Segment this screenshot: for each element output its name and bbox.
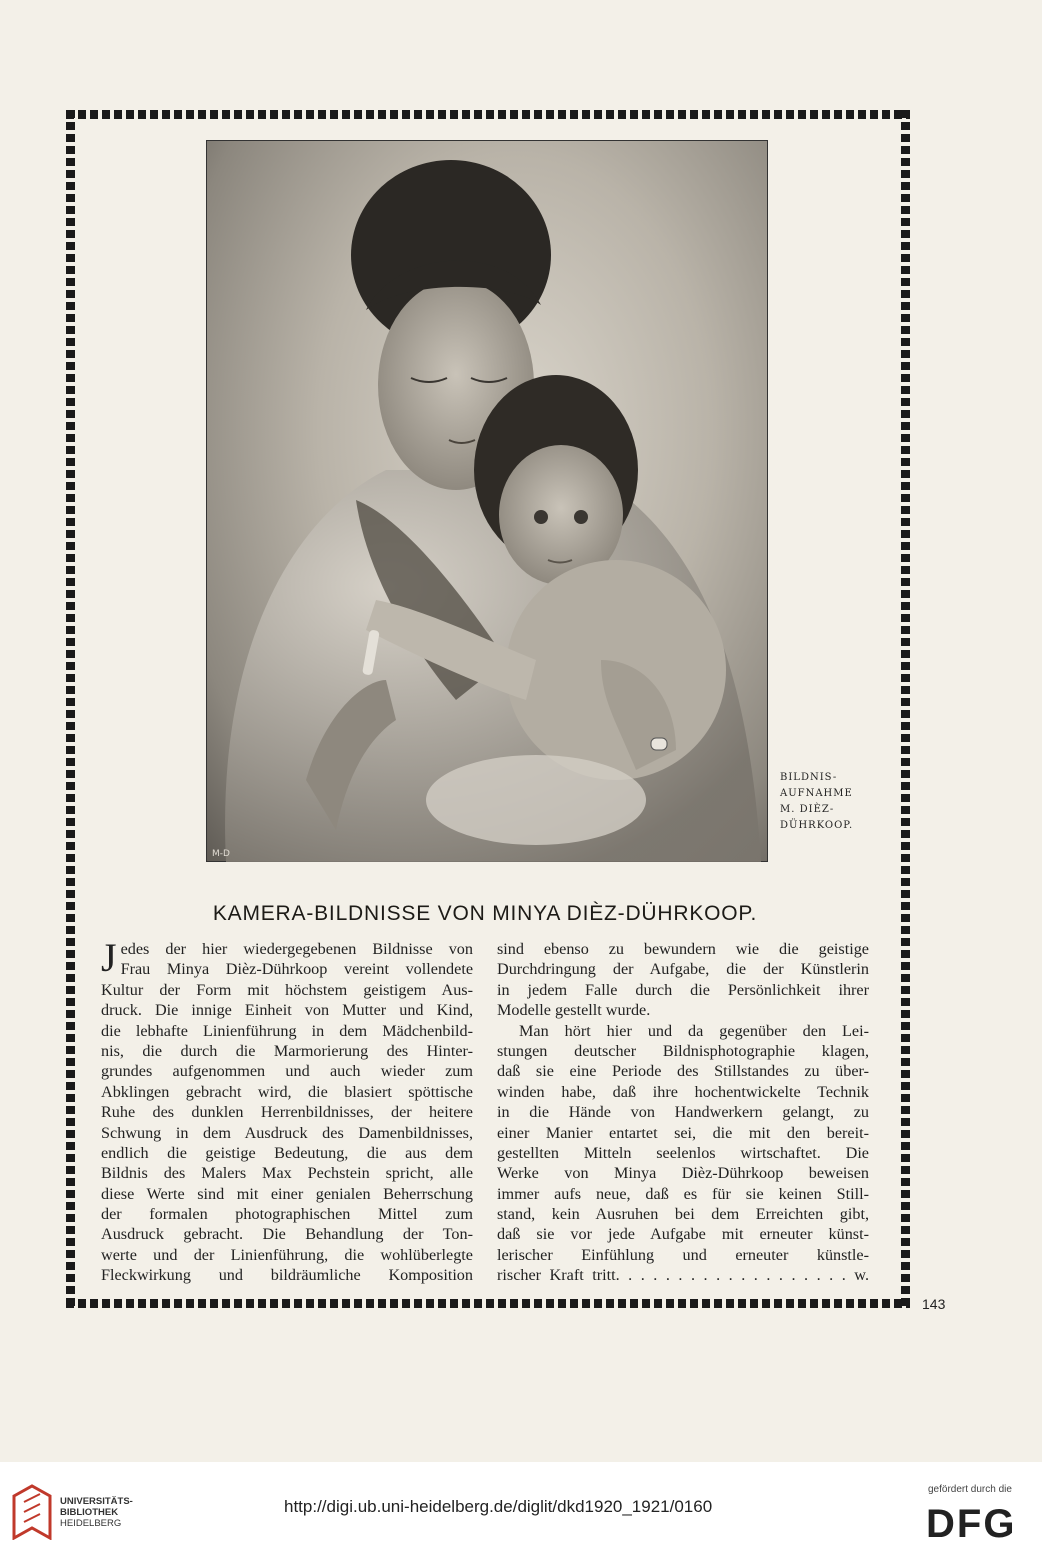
library-name-line: UNIVERSITÄTS-	[60, 1496, 133, 1507]
text-line: immer aufs neue, daß es für sie keinen Still-	[497, 1184, 869, 1203]
text-line: Ruhe des dunklen Herrenbildnisses, der heitere	[101, 1103, 473, 1122]
caption-line: DÜHRKOOP.	[780, 820, 854, 831]
dfg-logo[interactable]: DFG	[926, 1502, 1017, 1546]
text-line: die lebhafte Linienführung in dem Mädchenbild-	[101, 1021, 473, 1040]
permalink-url[interactable]: http://digi.ub.uni-heidelberg.de/diglit/dkd1920_1921/0160	[284, 1497, 713, 1516]
text-line: edes der hier wiedergegebenen Bildnisse von	[120, 940, 473, 958]
caption-line: BILDNIS-	[780, 772, 838, 783]
text-line: sind ebenso zu bewundern wie die geistige	[497, 940, 869, 958]
text-line: in jedem Falle durch die Persönlichkeit ihrer	[497, 980, 869, 999]
text-line: Kultur der Form mit höchstem geistigem Aus-	[101, 980, 473, 999]
funding-note: gefördert durch die	[928, 1484, 1012, 1495]
border-left	[66, 110, 75, 1308]
drop-cap: J	[101, 935, 117, 980]
border-bottom	[66, 1299, 910, 1308]
text-line: Ausdruck gebracht. Die Behandlung der Ton-	[101, 1225, 473, 1244]
photo-caption	[780, 770, 880, 834]
page-number: 143	[922, 1296, 946, 1312]
text-line: werte und der Linienführung, die wohlüberlegte	[101, 1245, 473, 1264]
text-line: stungen deutscher Bildnisphotographie klagen,	[497, 1041, 869, 1060]
text-line: daß sie vor jede Aufgabe mit erneuter künst-	[497, 1225, 869, 1244]
text-line: Fleckwirkung und bildräumliche Komposition	[101, 1266, 473, 1285]
portrait-illustration	[206, 140, 768, 862]
article-title: KAMERA-BILDNISSE VON MINYA DIÈZ-DÜHRKOOP.	[212, 902, 758, 925]
text-line: daß sie eine Periode des Stillstandes zu über-	[497, 1062, 869, 1081]
border-right	[901, 110, 910, 1308]
article-column-right	[497, 939, 869, 1286]
text-line: diese Werte sind mit einer genialen Beherrschung	[101, 1184, 473, 1203]
text-line: Frau Minya Dièz-Dührkoop vereint vollendete	[120, 960, 473, 979]
text-line: Abklingen gebracht wird, die blasiert spöttische	[101, 1082, 473, 1101]
text-line: lerischer Einfühlung und erneuter künstle-	[497, 1245, 869, 1264]
portrait-photograph	[206, 140, 768, 862]
text-line: einer Manier entartet sei, die mit den bereit-	[497, 1123, 869, 1142]
text-line: Bildnis des Malers Max Pechstein spricht, alle	[101, 1164, 473, 1183]
border-top	[66, 110, 910, 119]
text-line: Man hört hier und da gegenüber den Lei-	[519, 1021, 869, 1040]
text-line: Werke von Minya Dièz-Dührkoop beweisen	[497, 1164, 869, 1183]
library-name-line: BIBLIOTHEK	[60, 1507, 119, 1518]
text-line: der formalen photographischen Mittel zum	[101, 1205, 473, 1224]
article-column-left	[101, 935, 473, 1286]
text-line: nis, die durch die Marmorierung des Hinter-	[101, 1041, 473, 1060]
text-line: Durchdringung der Aufgabe, die der Künstlerin	[497, 960, 869, 979]
text-line: gestellten Mitteln seelenlos wirtschaftet. Die	[497, 1143, 869, 1162]
caption-line: M. DIÈZ-	[780, 804, 835, 815]
text-line: in die Hände von Handwerkern gelangt, zu	[497, 1103, 869, 1122]
text-line: Schwung in dem Ausdruck des Damenbildnisses,	[101, 1123, 473, 1142]
text-line: Modelle gestellt wurde.	[497, 1001, 651, 1020]
text-line: endlich die geistige Bedeutung, die aus dem	[101, 1143, 473, 1162]
university-library-name[interactable]	[60, 1496, 133, 1529]
text-line: stand, kein Ausruhen bei dem Erreichten gibt,	[497, 1205, 869, 1224]
text-line: rischer Kraft tritt. . . . . . . . . . . . . . . . . . . w.	[497, 1266, 869, 1285]
photo-monogram: M-D	[212, 849, 230, 859]
text-line: winden habe, daß ihre hochentwickelte Technik	[497, 1082, 869, 1101]
caption-line: AUFNAHME	[780, 788, 853, 799]
library-name-line: HEIDELBERG	[60, 1518, 122, 1529]
university-library-logo-icon[interactable]	[12, 1484, 52, 1540]
text-line: grundes aufgenommen und auch wieder zum	[101, 1062, 473, 1081]
text-line: druck. Die innige Einheit von Mutter und Kind,	[101, 1001, 473, 1020]
